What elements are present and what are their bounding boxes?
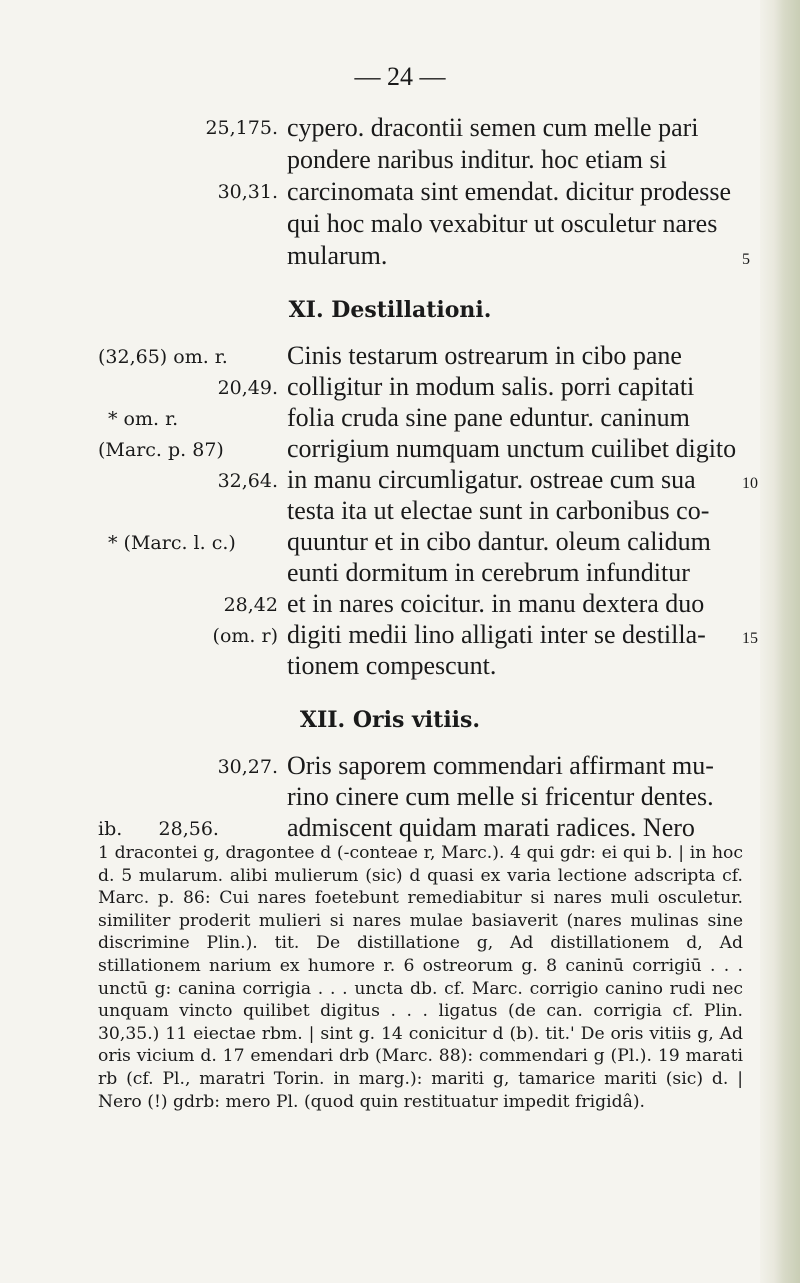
margin-ref: * (Marc. l. c.) xyxy=(108,532,236,554)
margin-ref: 30,31. xyxy=(217,181,278,203)
margin-ref: 30,27. xyxy=(217,756,278,778)
text-line: folia cruda sine pane eduntur. caninum xyxy=(287,403,690,432)
margin-ref: 32,64. xyxy=(217,470,278,492)
text-line: in manu circumligatur. ostreae cum sua xyxy=(287,465,696,494)
text-line: testa ita ut electae sunt in carbonibus co- xyxy=(287,496,710,525)
text-line: rino cinere cum melle si fricentur dentes. xyxy=(287,782,714,811)
text-line: et in nares coicitur. in manu dextera duo xyxy=(287,589,705,618)
line-number: 10 xyxy=(742,475,758,492)
page-number: — 24 — xyxy=(354,62,446,91)
margin-ref: 25,175. xyxy=(205,117,278,139)
margin-ref: 28,42 xyxy=(223,594,278,616)
line-number: 5 xyxy=(742,251,750,268)
text-line: Cinis testarum ostrearum in cibo pane xyxy=(287,341,682,370)
text-line: pondere naribus inditur. hoc etiam si xyxy=(287,145,667,174)
line-number: 15 xyxy=(742,630,758,647)
margin-ref: ib. 28,56. xyxy=(98,818,219,840)
text-line: corrigium numquam unctum cuilibet digito xyxy=(287,434,737,463)
text-line: digiti medii lino alligati inter se destilla- xyxy=(287,620,706,649)
margin-ref: 20,49. xyxy=(217,377,278,399)
section-heading: XII. Oris vitiis. xyxy=(299,707,481,733)
notes-text: 1 dracontei g, dragontee d (-conteae r, Marc.). 4 qui gdr: ei qui b. | in hoc d. 5 mularum. alibi mulierum (sic) d quasi ex varia lectione adscripta cf. Marc. p. 86: Cui nares foetebunt remediabitur si nares muli osculetur. similiter proderit mulieri si nares mulae basiaverit (nares mulinas sine discrimine Plin.). tit. De distillatione g, Ad distillationem d, Ad stillationem narium ex humore r. 6 ostreorum g. 8 caninū corrigiū . . . unctū g: canina corrigia . . . uncta db. cf. Marc. corrigio canino rudi nec unquam vincto quilibet digitus . . . ligatus (de can. corrigia cf. Plin. 30,35.) 11 eiectae rbm. | sint g. 14 conicitur d (b). tit.' De oris vitiis g, Ad oris vicium d. 17 emendari drb (Marc. 88): commendari g (Pl.). 19 marati rb (cf. Pl., maratri Torin. in marg.): mariti g, tamarice mariti (sic) d. | Nero (!) gdrb: mero Pl. (quod quin restituatur impedit frigidâ). xyxy=(98,843,743,1112)
text-line: colligitur in modum salis. porri capitati xyxy=(287,372,695,401)
text-line: carcinomata sint emendat. dicitur prodesse xyxy=(287,177,732,206)
text-line: eunti dormitum in cerebrum infunditur xyxy=(287,558,690,587)
section-heading: XI. Destillationi. xyxy=(288,297,492,323)
text-line: tionem compescunt. xyxy=(287,651,497,680)
margin-ref: (32,65) om. r. xyxy=(98,346,228,368)
margin-ref: (om. r) xyxy=(212,625,278,647)
margin-ref: (Marc. p. 87) xyxy=(98,439,224,461)
text-line: Oris saporem commendari affirmant mu- xyxy=(287,751,714,780)
text-line: mularum. xyxy=(287,241,388,270)
text-line: quuntur et in cibo dantur. oleum calidum xyxy=(287,527,711,556)
page-edge xyxy=(760,0,800,1283)
margin-ref: * om. r. xyxy=(108,408,179,430)
text-line: cypero. dracontii semen cum melle pari xyxy=(287,113,699,142)
text-line: admiscent quidam marati radices. Nero xyxy=(287,813,695,842)
text-line: qui hoc malo vexabitur ut osculetur nares xyxy=(287,209,718,238)
critical-apparatus xyxy=(98,842,743,1113)
